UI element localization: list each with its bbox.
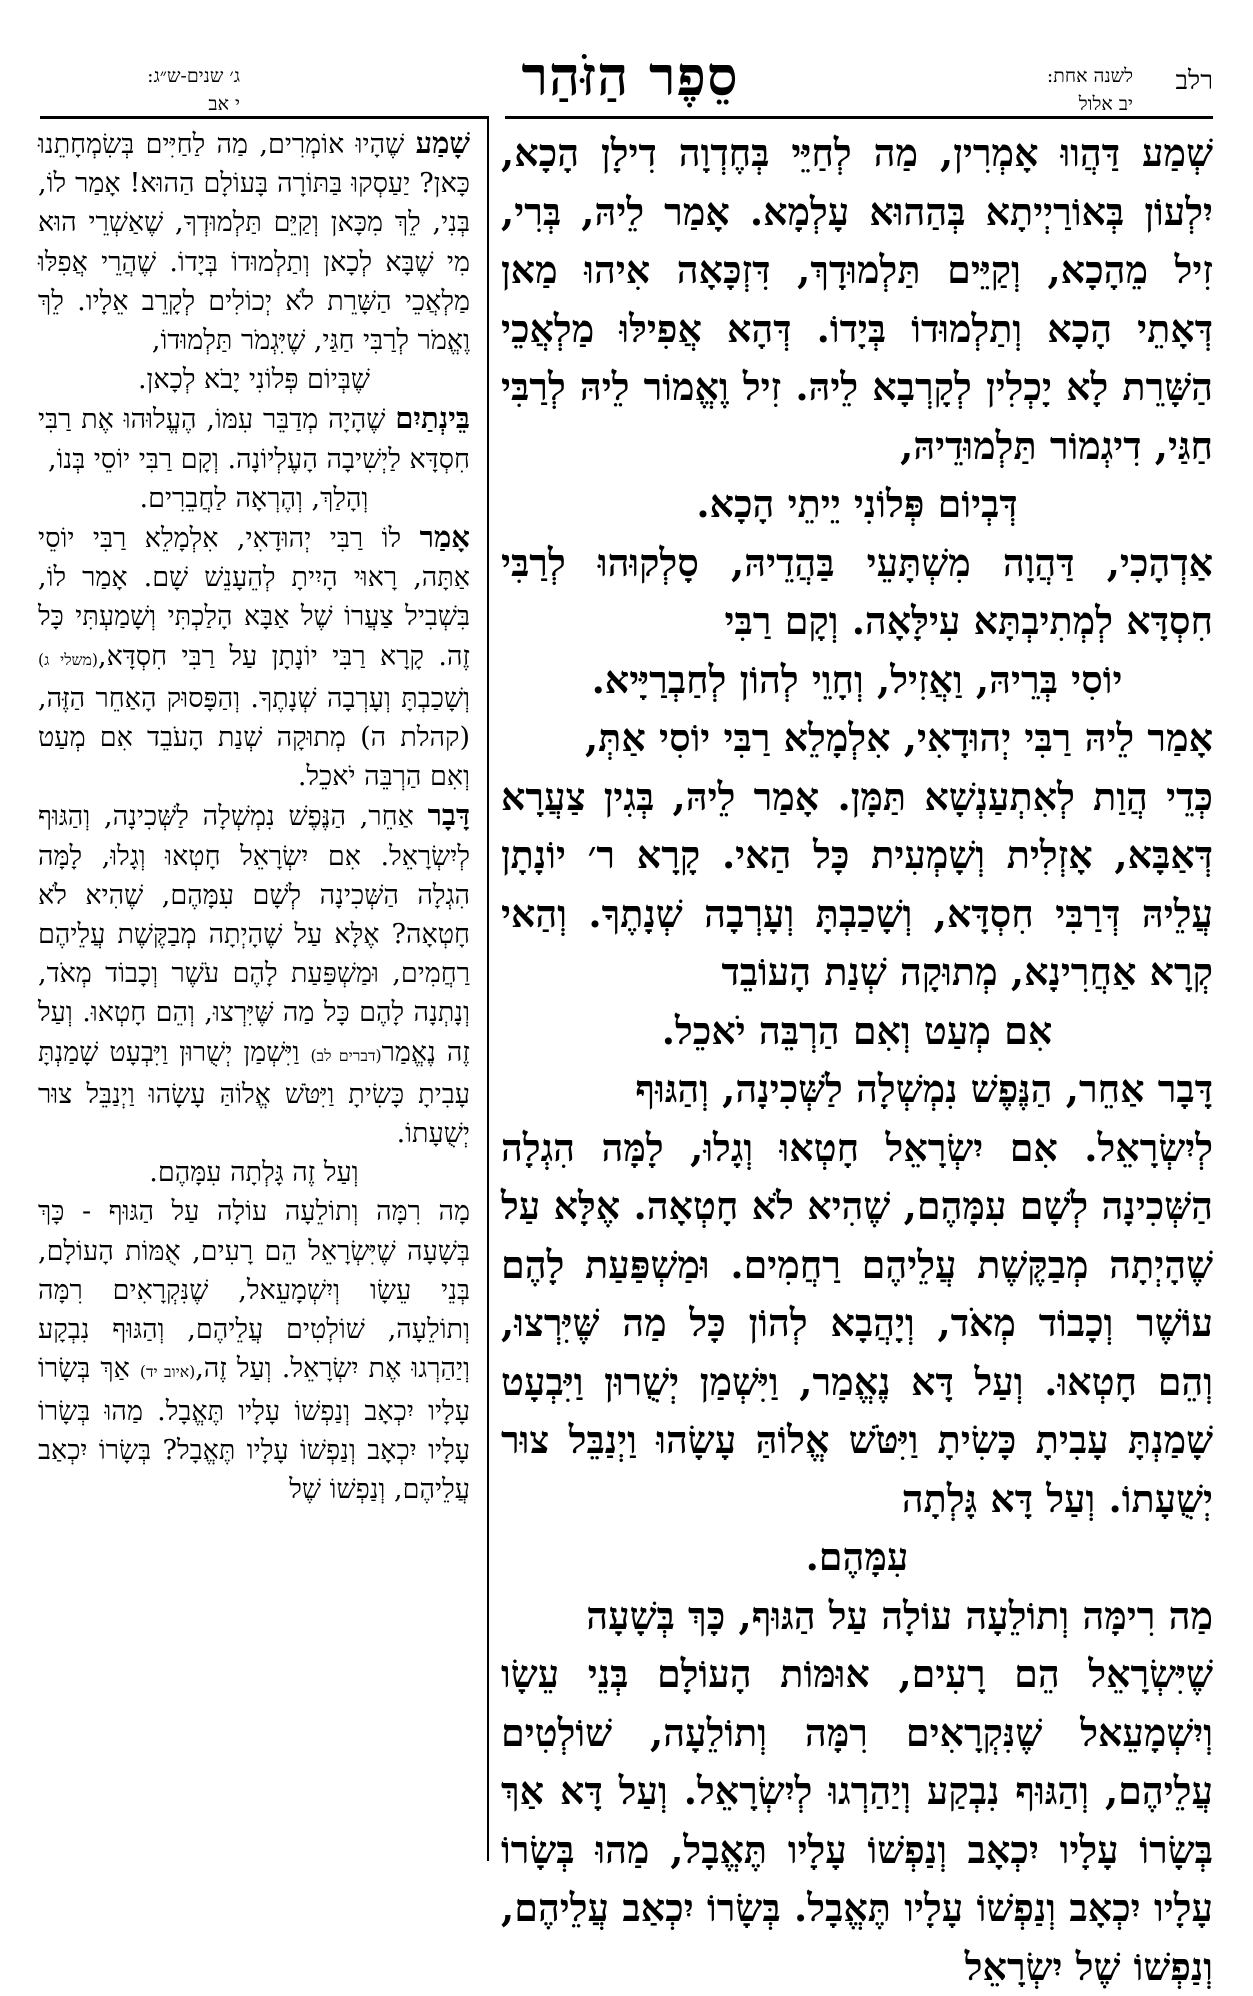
schedule-one-year-label: לשנה אחת:	[1046, 65, 1133, 87]
main-column-paragraph	[501, 534, 1213, 651]
side-column-paragraph	[38, 1153, 470, 1192]
side-column-paragraph	[38, 360, 470, 399]
paragraph-text: לְיִשְׂרָאֵל. אִם יִשְׂרָאֵל חָטְאוּ וְגָלוּ, לָמָּה הִגְלָה הַשְּׁכִינָה לְשָׁם עִמָּהֶם, שֶׁהִיא לֹא חָטְאָה. אֶלָּא עַל שֶׁהָיְתָה מְבַקֶּשֶׁת עֲלֵיהֶם רַחֲמִים. וּמַשְׁפַּעַת לָהֶם עוֹשֶׁר וְכָבוֹד מְאֹד, וְיָהֲבָא לְהוֹן כָּל מַה שֶּׁיִּרְצוּ, וְהֵם חָטְאוּ. וְעַל דָּא נֶאֱמַר, וַיִּשְׁמַן יְשֻׁרוּן וַיִּבְעָט שָׁמַנְתָּ עָבִיתָ כָּשִׂיתָ וַיִּטֹּשׁ אֱלוֹהַּ עָשָׂהוּ וַיְנַבֵּל צוּר יְשֻׁעָתוֹ. וְעַל דָּא גָּלְתָה	[501, 1124, 1214, 1521]
schedule-one-year	[963, 62, 1133, 118]
paragraph-text: שֶׁהָיוּ אוֹמְרִים, מַה לַחַיִּים בְּשִׂמְחָתֵנוּ כָּאן? יַעַסְקוּ בַּתּוֹרָה בָּעוֹלָם הַהוּא! אָמַר לוֹ, בְּנִי, לֵךְ מִכָּאן וְקַיֵּם תַּלְמוּדְךָ, שֶׁאַשְׁרֵי הוּא מִי שֶׁבָּא לְכָאן וְתַלְמוּדוֹ בְּיָדוֹ. שֶׁהֲרֵי אֲפִלּוּ מַלְאֲכֵי הַשָּׁרֵת לֹא יְכוֹלִים לְקָרֵב אֵלָיו. לֵךְ וֶאֱמֹר לְרַבִּי חַגַּי, שֶׁיִּגְמֹר תַּלְמוּדוֹ,	[38, 129, 470, 357]
paragraph-text: וְעַל זֶה גָּלְתָה עִמָּהֶם.	[149, 1157, 359, 1189]
main-column-paragraph	[501, 1587, 1213, 1646]
paragraph-text: יוֹסִי בְּרֵיהּ, וַאֲזִיל, וְחָוֵי לְהוֹן לְחַבְרַיָּיא.	[591, 656, 1123, 702]
schedule-one-year-date: יב אלול	[1078, 93, 1133, 115]
paragraph-text: אַחֵר, הַנֶּפֶשׁ נִמְשְׁלָה לַשְּׁכִינָה, וְהַגּוּף לְיִשְׂרָאֵל. אִם יִשְׂרָאֵל חָטְאוּ וְגָלוּ, לָמָּה הִגְלָה הַשְּׁכִינָה לְשָׁם עִמָּהֶם, שֶׁהִיא לֹא חָטְאָה? אֶלָּא עַל שֶׁהָיְתָה מְבַקֶּשֶׁת עֲלֵיהֶם רַחֲמִים, וּמַשְׁפַּעַת לָהֶם עֹשֶׁר וְכָבוֹד מְאֹד, וְנָתְנָה לָהֶם כָּל מַה שֶּׁיִּרְצוּ, וְהֵם חָטְאוּ. וְעַל זֶה נֶאֱמַר	[38, 801, 470, 1068]
main-column-paragraph	[501, 709, 1213, 768]
verse-citation: (איוב יד)	[139, 1362, 196, 1382]
paragraph-lead-word: שָׁמַע	[415, 126, 470, 160]
paragraph-text: אַדְהָכִי, דַּהֲוָה מִשְׁתָּעֵי בַּהֲדֵיהּ, סָלְקוּהוּ לְרַבִּי חִסְדָּא לְמְתִיבְתָּא עִילָּאָה. וְקָם רַבִּי	[501, 539, 1213, 643]
main-column-paragraph	[501, 1119, 1213, 1529]
column-divider	[487, 116, 489, 1861]
paragraph-text: אִם מְעַט וְאִם הַרְבֵּה יֹאכֵל.	[661, 1007, 1053, 1053]
main-column-paragraph	[501, 1645, 1213, 1996]
side-column-paragraph	[38, 1192, 470, 1509]
main-column-paragraph	[501, 1060, 1213, 1119]
paragraph-text: וְהָלַךְ, וְהֶרְאָה לַחֲבֵרִים.	[139, 482, 369, 514]
schedule-three-years-date: י אב	[208, 93, 240, 115]
paragraph-text: שְׁמַע דַּהֲווּ אָמְרִין, מַה לְחַיֵּי בְּחֶדְוָה דִילָן הָכָא, יִלְעוֹן בְּאוֹרַיְיתָא בְּהַהוּא עָלְמָא. אָמַר לֵיהּ, בְּרִי, זִיל מֵהָכָא, וְקַיֵּים תַּלְמוּדָךְ, דִּזְכָּאָה אִיהוּ מַאן דְּאָתֵי הָכָא וְתַלְמוּדוֹ בְּיָדוֹ. דְּהָא אֲפִילּוּ מַלְאֲכֵי הַשָּׁרֵת לָא יָכְלִין לְקָרְבָא לֵיהּ. זִיל וֶאֱמוֹר לֵיהּ לְרַבִּי חַגַּי, דִיגְמוֹר תַּלְמוּדֵיהּ,	[501, 130, 1213, 468]
paragraph-text: אָמַר לֵיהּ רַבִּי יְהוּדָאִי, אִלְמָלֵא רַבִּי יוֹסִי אַתְּ,	[584, 715, 1213, 760]
book-title: סֵפֶר הַזֹּהַר	[521, 44, 739, 108]
main-column-paragraph	[501, 768, 1213, 1002]
paragraph-text: דְּבְיוֹם פְּלוֹנִי יֵיתֵי הָכָא.	[696, 481, 1018, 526]
schedule-three-years	[40, 62, 240, 118]
paragraph-text: שֶׁבְּיוֹם פְּלוֹנִי יָבֹא לְכָאן.	[137, 364, 371, 396]
paragraph-text: כְּדֵי הֲוַת לְאִתְעַנְשָׁא תַּמָּן. אָמַר לֵיהּ, בְּגִין צַעֲרָא דְּאַבָּא, אָזְלִית וְשָׁמְעִית כָּל הַאי. קָרָא ר׳ יוֹנָתָן עֲלֵיהּ דְּרַבִּי חִסְדָּא, וְשָׁכַבְתָּ וְעָרְבָה שְׁנָתֶךָ. וְהַאי קְרָא אַחֲרִינָא, מְתוּקָה שְׁנַת הָעוֹבֵד	[501, 773, 1213, 994]
paragraph-lead-word: דָּבָר	[427, 798, 470, 833]
paragraph-text: מָה רִמָּה וְתוֹלֵעָה עוֹלָה עַל הַגּוּף - כָּךְ בְּשָׁעָה שֶׁיִּשְׂרָאֵל הֵם רָעִים, אֻמּוֹת הָעוֹלָם, בְּנֵי עֵשָׂו וְיִשְׁמָעֵאל, שֶׁנִּקְרָאִים רִמָּה וְתוֹלֵעָה, שׁוֹלְטִים עֲלֵיהֶם, וְהַגּוּף נִבְקָע וְיַהַרְגוּ אֶת יִשְׂרָאֵל. וְעַל זֶה,	[38, 1196, 470, 1385]
page-number: רלב	[1175, 66, 1213, 96]
paragraph-lead-word: בֵּינְתַיִם	[395, 401, 470, 436]
paragraph-lead-word: אָמַר	[419, 520, 470, 555]
paragraph-text-continued: וְשָׁכַבְתָּ וְעָרְבָה שְׁנָתֶךָ. וְהַפָּסוּק הָאַחֵר הַזֶּה, (קהלת ה) מְתוּקָה שְׁנַת הָעֹבֵד אִם מְעַט וְאִם הַרְבֵּה יֹאכֵל.	[38, 682, 470, 793]
side-column-paragraph	[38, 518, 470, 796]
paragraph-text: לוֹ רַבִּי יְהוּדָאִי, אִלְמָלֵא רַבִּי יוֹסֵי אַתָּה, רָאוּי הָיִיתָ לְהֵעָנֵשׁ שָׁם. אָמַר לוֹ, בִּשְׁבִיל צַעֲרוֹ שֶׁל אַבָּא הָלַכְתִּי וְשָׁמַעְתִּי כָּל זֶה. קָרָא רַבִּי יוֹנָתָן עַל רַבִּי חִסְדָּא,	[38, 523, 470, 672]
side-column-paragraph	[38, 796, 470, 1153]
header-rule-side	[40, 116, 488, 119]
main-column-paragraph	[501, 651, 1213, 710]
verse-citation: (משלי ג)	[38, 649, 99, 669]
side-column-paragraph	[38, 124, 470, 360]
paragraph-text: דָּבָר אַחֵר, הַנֶּפֶשׁ נִמְשְׁלָה לַשְּׁכִינָה, וְהַגּוּף	[635, 1066, 1213, 1111]
paragraph-text: מַה רִימָּה וְתוֹלֵעָה עוֹלָה עַל הַגּוּף, כָּךְ בְּשָׁעָה	[586, 1592, 1213, 1638]
paragraph-text: שֶׁהָיָה מְדַבֵּר עִמּוֹ, הֶעֱלוּהוּ אֶת רַבִּי חִסְדָּא לַיְשִׁיבָה הָעֶלְיוֹנָה. וְקָם רַבִּי יוֹסֵי בְּנוֹ,	[38, 404, 470, 475]
schedule-three-years-label: ג׳ שנים-ש״ג:	[147, 65, 240, 87]
main-column-paragraph	[501, 1528, 1213, 1587]
main-column-paragraph	[501, 124, 1213, 475]
main-column-paragraph	[501, 1002, 1213, 1061]
paragraph-text: שֶׁיִּשְׂרָאֵל הֵם רָעִים, אוּמּוֹת הָעוֹלָם בְּנֵי עֵשָׂו וְיִשְׁמָעֵאל שֶׁנִּקְרָאִים רִמָּה וְתוֹלֵעָה, שׁוֹלְטִים עֲלֵיהֶם, וְהַגּוּף נִבְקַע וְיַהַרְגוּ לְיִשְׂרָאֵל. וְעַל דָּא אַךְ בְּשָׂרוֹ עָלָיו יִכְאָב וְנַפְשׁוֹ עָלָיו תֶּאֱבָל, מַהוּ בְּשָׂרוֹ עָלָיו יִכְאָב וְנַפְשׁוֹ עָלָיו תֶּאֱבָל. בְּשָׂרוֹ יִכְאַב עֲלֵיהֶם, וְנַפְשׁוֹ שֶׁל יִשְׂרָאֵל	[501, 1651, 1213, 1989]
paragraph-text: עִמָּהֶם.	[805, 1534, 909, 1579]
side-column-paragraph	[38, 399, 470, 478]
header-rule-main	[505, 116, 1213, 119]
aramaic-main-column	[501, 124, 1213, 1996]
hebrew-translation-column	[38, 124, 470, 1509]
side-column-paragraph	[38, 479, 470, 518]
main-column-paragraph	[501, 475, 1213, 534]
verse-citation: (דברים לב)	[310, 1045, 382, 1065]
paragraph-text-continued: אַךְ בְּשָׂרוֹ עָלָיו יִכְאָב וְנַפְשׁוֹ עָלָיו תֶּאֱבָל. מַהוּ בְּשָׂרוֹ עָלָיו יִכְאָב וְנַפְשׁוֹ עָלָיו תֶּאֱבָל? בְּשָׂרוֹ יִכְאַב עֲלֵיהֶם, וְנַפְשׁוֹ שֶׁל	[38, 1353, 470, 1505]
paragraph-text-continued: וַיִּשְׁמַן יְשֻׁרוּן וַיִּבְעָט שָׁמַנְתָּ עָבִיתָ כָּשִׂיתָ וַיִּטֹּשׁ אֱלוֹהַּ עָשָׂהוּ וַיְנַבֵּל צוּר יְשֻׁעָתוֹ.	[38, 1036, 470, 1150]
